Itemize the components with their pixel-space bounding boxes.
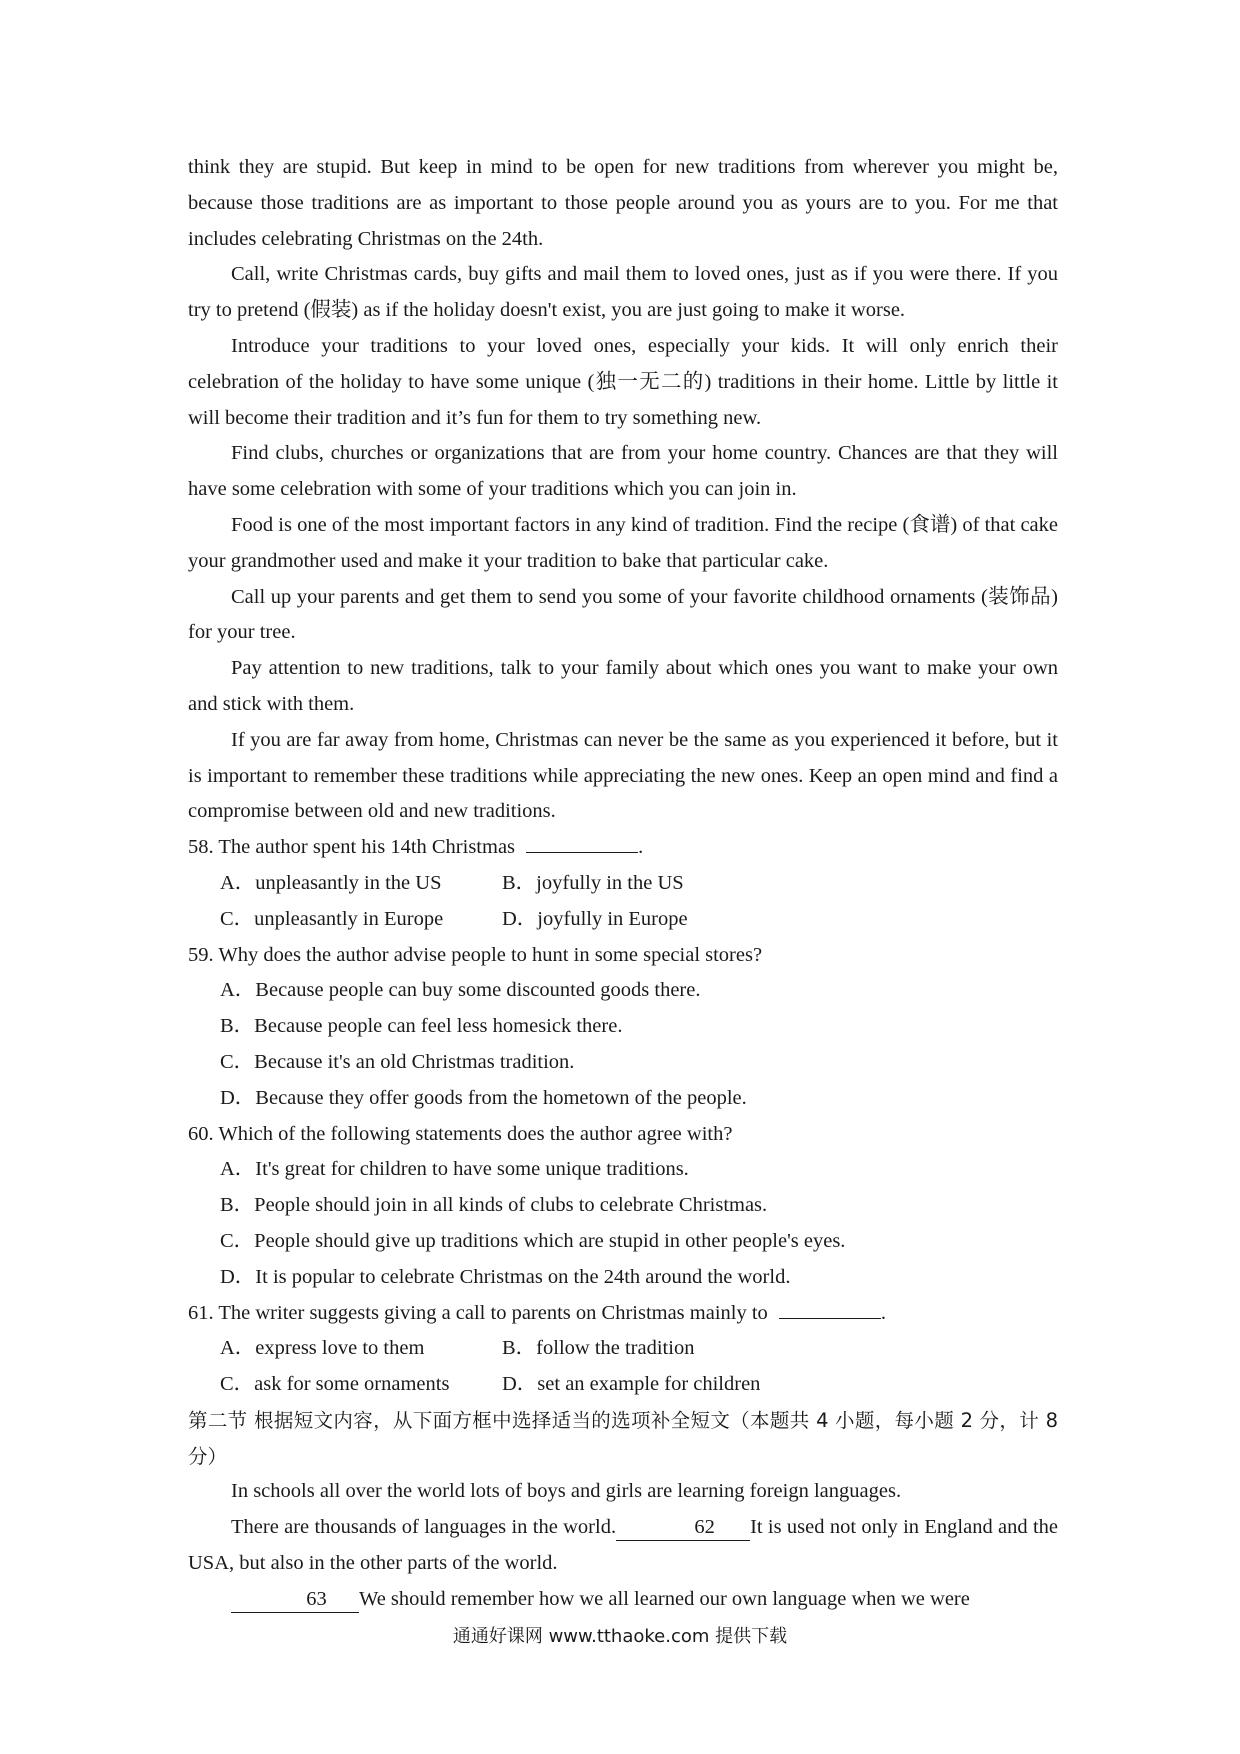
question-stem: 58. The author spent his 14th Christmas	[188, 836, 516, 859]
blank-63: 63	[231, 1586, 359, 1613]
option-a: A．Because people can buy some discounted goods there.	[220, 979, 701, 1002]
option-c: C．People should give up traditions which are stupid in other people's eyes.	[220, 1229, 846, 1252]
passage-paragraph-8: If you are far away from home, Christmas can never be the same as you experienced it before, but it is important to remember these traditions while appreciating the new ones. Keep an open mind and find a compromise between old and new traditions.	[188, 728, 1058, 823]
question-stem: 59. Why does the author advise people to hunt in some special stores?	[188, 943, 763, 966]
question-stem: 61. The writer suggests giving a call to parents on Christmas mainly to	[188, 1301, 768, 1324]
answer-blank	[526, 830, 638, 853]
question-stem: 60. Which of the following statements does the author agree with?	[188, 1122, 733, 1145]
options	[220, 1331, 1058, 1403]
cloze-text: It is used not only in England and the USA, but also in the other parts of the world.	[188, 1516, 1058, 1575]
passage-paragraph-3: Introduce your traditions to your loved ones, especially your kids. It will only enrich their celebration of the holiday to have some unique (独一无二的) traditions in their home. Little by little it will become their tradition and it’s fun for them to try something new.	[188, 334, 1058, 429]
cloze-text: We should remember how we all learned our own language when we were	[359, 1587, 970, 1610]
reading-passage	[188, 150, 1058, 830]
question-end: .	[880, 1301, 887, 1324]
options	[220, 973, 1058, 1116]
passage-paragraph-1: think they are stupid. But keep in mind to be open for new traditions from wherever you might be, because those traditions are as important to those people around you as yours are to you. For me that includes celebrating Christmas on the 24th.	[188, 156, 1058, 250]
option-a: A．express love to them	[220, 1337, 425, 1360]
passage-paragraph-5: Food is one of the most important factors in any kind of tradition. Find the recipe (食谱) of that cake your grandmother used and make it your tradition to bake that particular cake.	[188, 513, 1058, 572]
answer-blank	[779, 1296, 881, 1319]
passage-paragraph-6: Call up your parents and get them to send you some of your favorite childhood ornaments (装饰品) for your tree.	[188, 585, 1058, 644]
section-heading: 第二节 根据短文内容，从下面方框中选择适当的选项补全短文（本题共 4 小题，每小题 2 分，计 8 分）	[188, 1408, 1058, 1468]
cloze-paragraph-2	[188, 1510, 1058, 1582]
option-c: C．Because it's an old Christmas tradition.	[220, 1050, 575, 1073]
passage-paragraph-7: Pay attention to new traditions, talk to your family about which ones you want to make your own and stick with them.	[188, 657, 1058, 715]
option-c: C．unpleasantly in Europe	[220, 907, 444, 930]
page-content	[188, 150, 1058, 1618]
option-a: A．It's great for children to have some unique traditions.	[220, 1158, 689, 1181]
option-d: D．It is popular to celebrate Christmas on the 24th around the world.	[220, 1265, 791, 1288]
cloze-paragraph-1: In schools all over the world lots of boys and girls are learning foreign languages.	[231, 1480, 902, 1503]
question-59	[188, 938, 1058, 1117]
option-b: B．follow the tradition	[502, 1337, 695, 1360]
option-b: B．People should join in all kinds of clubs to celebrate Christmas.	[220, 1194, 768, 1217]
option-b: B．joyfully in the US	[502, 871, 684, 894]
options	[220, 866, 1058, 938]
options	[220, 1152, 1058, 1295]
option-d: D．joyfully in Europe	[502, 907, 688, 930]
passage-paragraph-2: Call, write Christmas cards, buy gifts and mail them to loved ones, just as if you were there. If you try to pretend (假装) as if the holiday doesn't exist, you are just going to make it worse.	[188, 263, 1058, 322]
option-c: C．ask for some ornaments	[220, 1373, 450, 1396]
option-b: B．Because people can feel less homesick there.	[220, 1015, 623, 1038]
blank-62: 62	[616, 1514, 750, 1541]
option-d: D．Because they offer goods from the hometown of the people.	[220, 1086, 747, 1109]
section-2	[188, 1403, 1058, 1618]
cloze-text: There are thousands of languages in the world.	[231, 1516, 617, 1539]
option-d: D．set an example for children	[502, 1373, 761, 1396]
question-58	[188, 830, 1058, 937]
page-footer: 通通好课网 www.tthaoke.com 提供下载	[452, 1626, 788, 1647]
passage-paragraph-4: Find clubs, churches or organizations that are from your home country. Chances are that they will have some celebration with some of your traditions which you can join in.	[188, 442, 1058, 501]
question-60	[188, 1117, 1058, 1296]
option-a: A．unpleasantly in the US	[220, 871, 442, 894]
question-end: .	[638, 836, 644, 859]
cloze-paragraph-3	[188, 1582, 1058, 1618]
question-61	[188, 1296, 1058, 1403]
